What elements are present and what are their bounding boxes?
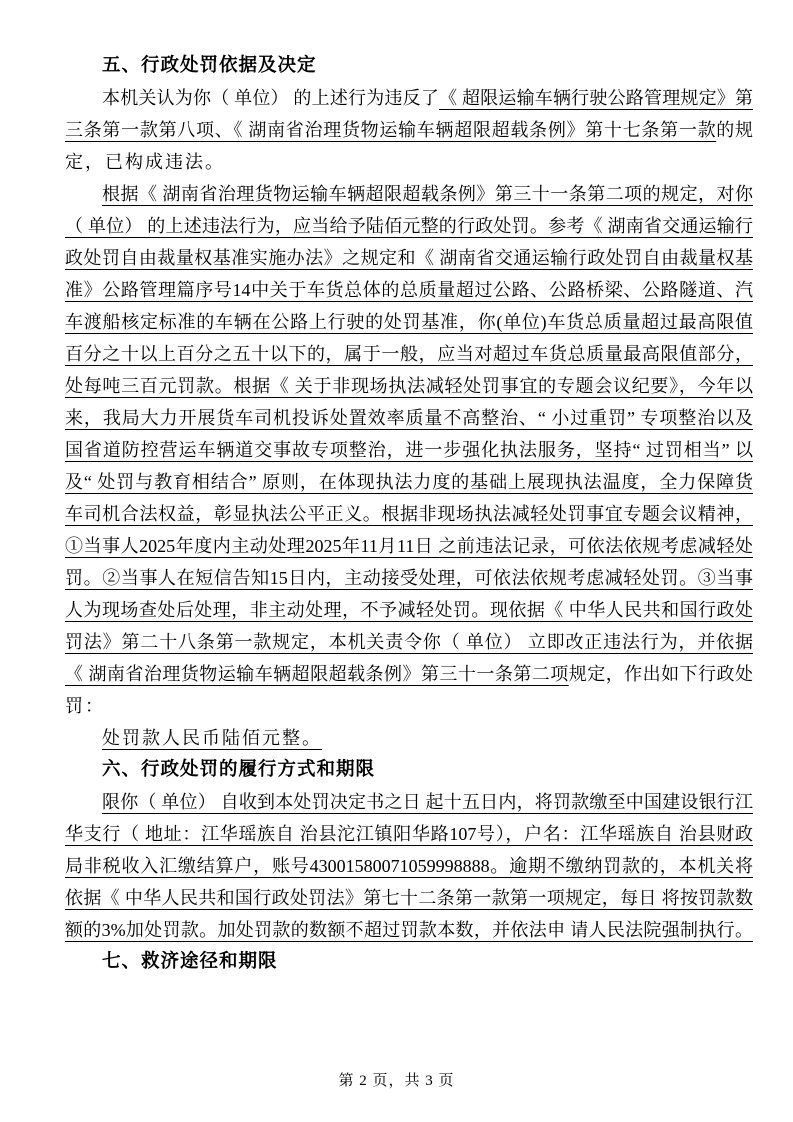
text-line <box>65 786 753 818</box>
underlined-text: ①当事人2025年度内主动处理2025年11月11日 之前违法记录，可依法依规考虑减轻处 <box>65 536 753 556</box>
text-line <box>65 338 753 370</box>
text-line <box>65 818 753 850</box>
underlined-text: 三条第一款第八项、《 湖南省治理货物运输车辆超限超载条例》第十七条第一款 <box>65 120 717 140</box>
underlined-text: 罚。②当事人在短信告知15日内，主动接受处理，可依法依规考虑减轻处罚。③当事 <box>65 568 753 588</box>
text-line <box>65 370 753 402</box>
underlined-text: （ 单位） 的上述违法行为，应当给予陆佰元整的行政处罚。参考《 湖南省交通运输行 <box>65 216 753 236</box>
underlined-text: 限你（ 单位） 自收到本处罚决定书之日 起十五日内，将罚款缴至中国建设银行江 <box>102 792 753 812</box>
underlined-text: 额的3%加处罚款。加处罚款的数额不超过罚款本数，并依法申 请人民法院强制执行。 <box>65 920 753 940</box>
document-body <box>65 50 753 978</box>
section-heading: 七、救济途径和期限 <box>102 952 278 972</box>
text-line <box>65 434 753 466</box>
text-line <box>65 850 753 882</box>
underlined-text: 处每吨三百元罚款。根据《 关于非现场执法减轻处罚事宜的专题会议纪要》，今年以 <box>65 376 753 396</box>
text-line <box>65 210 753 242</box>
section-heading: 五、行政处罚依据及决定 <box>102 56 317 76</box>
underlined-text: 处罚款人民币陆佰元整。 <box>102 728 322 748</box>
text-line <box>65 498 753 530</box>
plain-text: 规定，作出如下行政处 <box>568 664 754 684</box>
text-line <box>65 274 753 306</box>
text-line <box>65 690 753 722</box>
underlined-text: 《 超限运输车辆行驶公路管理规定》第 <box>439 88 754 108</box>
page-footer: 第 2 页，共 3 页 <box>338 1073 455 1089</box>
underlined-text: 车渡船核定标准的车辆在公路上行驶的处罚基准，你(单位)车货总质量超过最高限值 <box>65 312 753 332</box>
text-line <box>65 530 753 562</box>
underlined-text: 来，我局大力开展货车司机投诉处置效率质量不高整治、“ 小过重罚” 专项整治以及 <box>65 408 753 428</box>
underlined-text: 车司机合法权益，彰显执法公平正义。根据非现场执法减轻处罚事宜专题会议精神， <box>65 504 753 524</box>
underlined-text: 根据《 湖南省治理货物运输车辆超限超载条例》第三十一条第二项的规定，对你 <box>102 184 753 204</box>
text-line <box>65 306 753 338</box>
text-line <box>65 594 753 626</box>
text-line <box>65 722 753 754</box>
text-line <box>65 114 753 146</box>
text-line <box>65 562 753 594</box>
underlined-text: 准》公路管理篇序号14中关于车货总体的总质量超过公路、公路桥梁、公路隧道、汽 <box>65 280 753 300</box>
section-heading: 六、行政处罚的履行方式和期限 <box>102 760 376 780</box>
underlined-text: 《 湖南省治理货物运输车辆超限超载条例》第三十一条第二项 <box>65 664 569 684</box>
text-line <box>65 146 753 178</box>
text-line <box>65 402 753 434</box>
text-line <box>65 178 753 210</box>
text-line <box>65 242 753 274</box>
text-line <box>65 82 753 114</box>
underlined-text: 依据《 中华人民共和国行政处罚法》第七十二条第一款第一项规定，每日 将按罚款数 <box>65 888 753 908</box>
underlined-text: 局非税收入汇缴结算户，账号43001580071059998888。逾期不缴纳罚款的，本机关将 <box>65 856 753 876</box>
underlined-text: 百分之十以上百分之五十以下的，属于一般，应当对超过车货总质量最高限值部分， <box>65 344 753 364</box>
underlined-text: 罚法》第二十八条第一款规定，本机关责令你（ 单位） 立即改正违法行为，并依据 <box>65 632 753 652</box>
underlined-text: 及“ 处罚与教育相结合” 原则，在体现执法力度的基础上展现执法温度，全力保障货 <box>65 472 753 492</box>
plain-text: 的规 <box>716 120 753 140</box>
plain-text: 定，已构成违法。 <box>65 152 225 172</box>
text-line <box>65 914 753 946</box>
underlined-text: 华支行（ 地址：江华瑶族自 治县沱江镇阳华路107号），户名：江华瑶族自 治县财政 <box>65 824 753 844</box>
text-line <box>65 466 753 498</box>
underlined-text: 国省道防控营运车辆道交事故专项整治，进一步强化执法服务，坚持“ 过罚相当” 以 <box>65 440 753 460</box>
plain-text: 罚： <box>65 696 105 716</box>
plain-text: 本机关认为你（ 单位） 的上述行为违反了 <box>102 88 440 108</box>
text-line <box>65 658 753 690</box>
text-line <box>65 882 753 914</box>
text-line <box>65 626 753 658</box>
underlined-text: 政处罚自由裁量权基准实施办法》之规定和《 湖南省交通运输行政处罚自由裁量权基 <box>65 248 753 268</box>
underlined-text: 人为现场查处后处理，非主动处理，不予减轻处罚。现依据《 中华人民共和国行政处 <box>65 600 753 620</box>
